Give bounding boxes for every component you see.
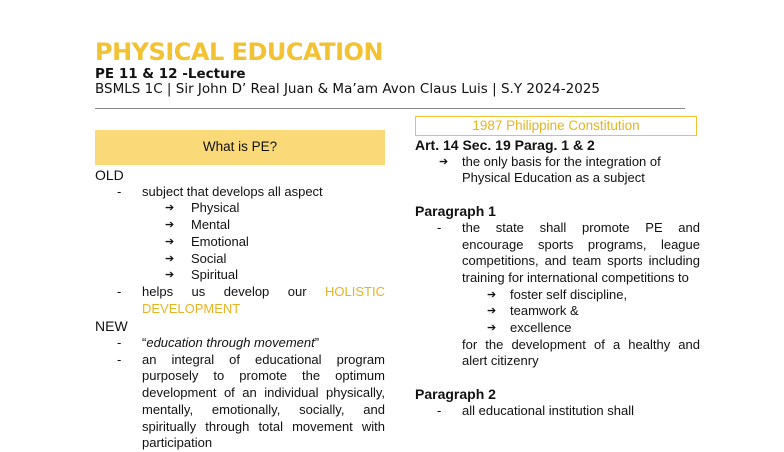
paragraph1-heading: Paragraph 1 — [415, 203, 496, 220]
new-item-definition-text: an integral of educational program purposely to promote the optimum development of an individual physically, mentally, emotionally, socially, and spiritually through total movement with participation — [142, 351, 385, 451]
right-column — [415, 116, 700, 420]
spacer — [415, 187, 700, 203]
paragraph2-list — [415, 403, 700, 420]
left-column — [95, 130, 385, 452]
paragraph2-heading: Paragraph 2 — [415, 386, 496, 403]
course-meta: BSMLS 1C | Sir John D’ Real Juan & Ma’am Avon Claus Luis | S.Y 2024-2025 — [95, 81, 600, 97]
new-heading: NEW — [95, 318, 128, 335]
aspect-item: ➔ Emotional — [95, 234, 385, 251]
paragraph1-point: ➔ excellence — [415, 320, 700, 337]
old-list — [95, 184, 385, 201]
header-divider — [95, 108, 685, 109]
article-note: ➔ the only basis for the integration of Physical Education as a subject — [415, 154, 700, 187]
old-item-holistic — [95, 284, 385, 317]
aspect-list — [95, 200, 385, 284]
spacer — [415, 370, 700, 386]
old-item-holistic-text: helps us develop our — [142, 283, 326, 299]
old-list-2 — [95, 284, 385, 317]
old-item-aspects — [95, 184, 385, 201]
paragraph2-text: - all educational institution shall — [415, 403, 700, 420]
aspect-item: ➔ Physical — [95, 200, 385, 217]
paragraph1-point: ➔ teamwork & — [415, 303, 700, 320]
paragraph1-point: ➔ foster self discipline, — [415, 287, 700, 304]
new-item-quote — [95, 335, 385, 352]
paragraph1-tail: for the development of a healthy and alert citizenry — [462, 336, 700, 369]
aspect-item: ➔ Mental — [95, 217, 385, 234]
new-item-definition — [95, 352, 385, 452]
what-is-pe-title: What is PE? — [202, 139, 278, 155]
what-is-pe-box — [95, 130, 385, 165]
article-heading: Art. 14 Sec. 19 Parag. 1 & 2 — [415, 137, 595, 153]
course-subtitle: PE 11 & 12 -Lecture — [95, 66, 246, 82]
education-through-movement: education through movement — [146, 335, 315, 351]
old-heading: OLD — [95, 167, 124, 183]
quote-close: ” — [314, 335, 320, 351]
holistic-highlight: HOLISTIC DEVELOPMENT — [142, 283, 385, 316]
constitution-box: 1987 Philippine Constitution — [415, 116, 697, 136]
quote-open: “ — [142, 335, 147, 351]
paragraph1-list — [415, 220, 700, 287]
aspect-item: ➔ Spiritual — [95, 267, 385, 284]
document-title: PHYSICAL EDUCATION — [95, 38, 384, 66]
paragraph1-text: - the state shall promote PE and encourage sports programs, league competitions, and team sports including training for international competitions to — [415, 220, 700, 287]
aspect-item: ➔ Social — [95, 251, 385, 268]
new-list — [95, 335, 385, 452]
old-item-aspects-text: subject that develops all aspect — [142, 183, 323, 199]
paragraph1-points — [415, 287, 700, 337]
article-notes — [415, 154, 700, 187]
